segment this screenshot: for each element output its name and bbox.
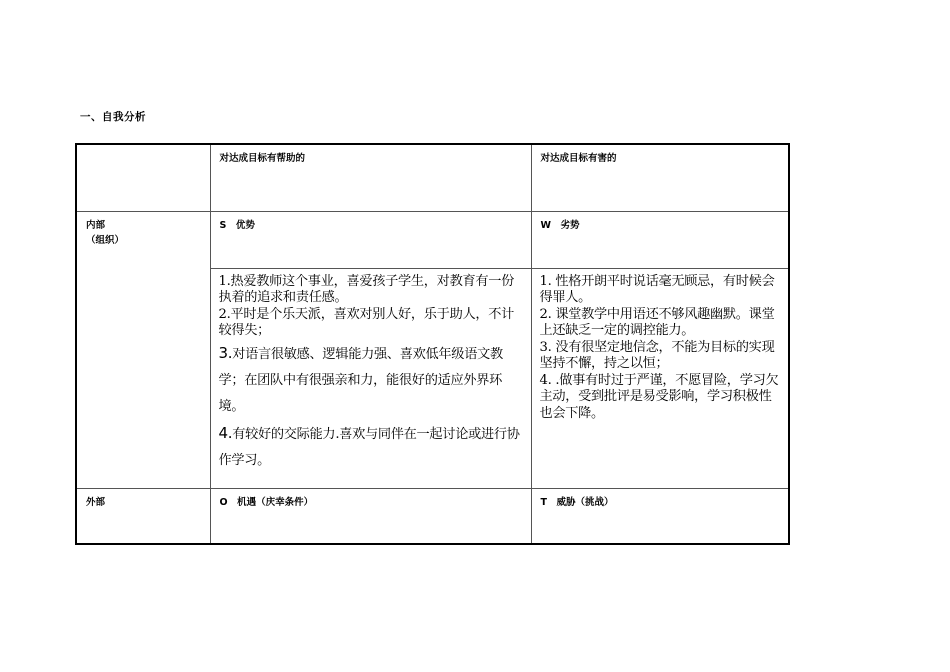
weaknesses-cell (531, 268, 789, 488)
strength-item: 2.平时是个乐天派，喜欢对别人好，乐于助人，不计较得失； (218, 306, 515, 338)
internal-label: 内部 （组织） (86, 219, 125, 246)
strength-number: 4. (218, 423, 233, 442)
harmful-header: 对达成目标有害的 (540, 153, 617, 164)
strength-text: 有较好的交际能力.喜欢与同伴在一起讨论或进行协作学习。 (218, 426, 520, 468)
threats-title: T 威胁（挑战） (540, 496, 614, 508)
threats-title-cell (531, 488, 789, 544)
strengths-list (211, 269, 531, 474)
weakness-item: 4. .做事有时过于严谨，不愿冒险，学习欠主动，受到批评是易受影响，学习积极性也会下降。 (539, 372, 779, 421)
strengths-cell (210, 268, 531, 488)
swot-table (75, 143, 790, 545)
internal-label-cell (76, 211, 210, 488)
weaknesses-title-cell (531, 211, 789, 268)
strength-item (219, 420, 525, 474)
external-label-cell (76, 488, 210, 544)
header-row (76, 144, 789, 211)
helpful-header: 对达成目标有帮助的 (219, 153, 306, 164)
weakness-item: 1. 性格开朗平时说话毫无顾忌，有时候会得罪人。 (539, 273, 775, 305)
weaknesses-title: W 劣势 (540, 219, 580, 231)
opportunities-title-cell (210, 488, 531, 544)
strength-item: 1.热爱教师这个事业，喜爱孩子学生，对教育有一份执着的追求和责任感。 (218, 273, 515, 305)
strength-item (219, 340, 525, 420)
strengths-title: S 优势 (219, 219, 255, 231)
strength-number: 3. (218, 343, 233, 362)
weakness-item: 3. 没有很坚定地信念，不能为目标的实现坚持不懈，持之以恒； (539, 339, 775, 371)
external-label: 外部 (86, 496, 106, 508)
weaknesses-list (532, 269, 789, 423)
section-title: 一、自我分析 (80, 111, 146, 123)
weakness-item: 2. 课堂教学中用语还不够风趣幽默。课堂上还缺乏一定的调控能力。 (539, 306, 775, 338)
opportunities-title: O 机遇（庆幸条件） (219, 496, 314, 508)
strength-text: 对语言很敏感、逻辑能力强、喜欢低年级语文教学；在团队中有很强亲和力，能很好的适应外界环境。 (218, 346, 503, 414)
strengths-title-cell (210, 211, 531, 268)
external-row (76, 488, 789, 544)
corner-cell (76, 144, 210, 211)
helpful-header-cell (210, 144, 531, 211)
harmful-header-cell (531, 144, 789, 211)
internal-title-row (76, 211, 789, 268)
